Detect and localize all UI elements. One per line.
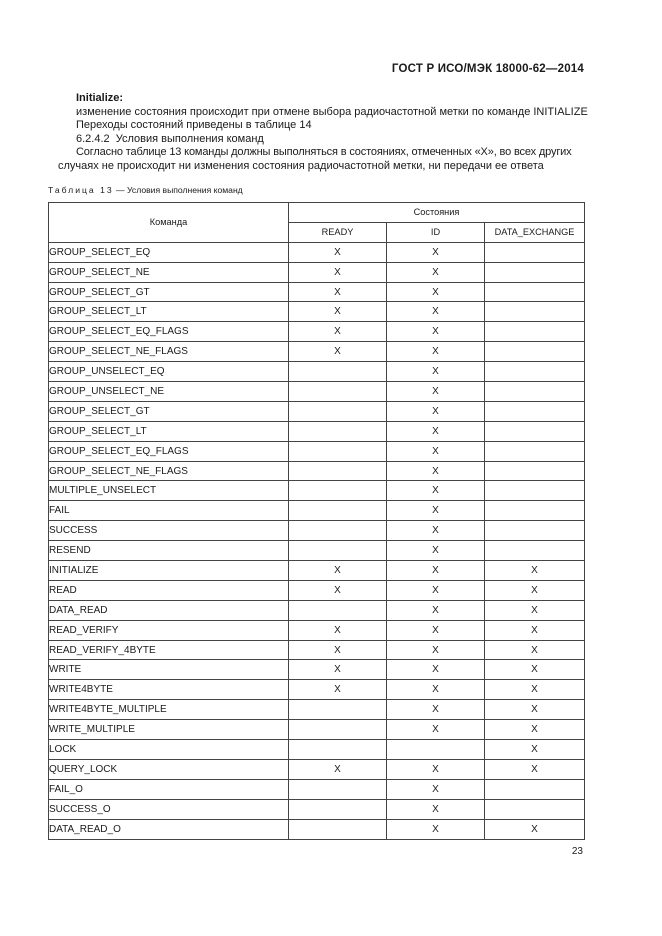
table-row xyxy=(49,501,585,521)
state-mark-cell xyxy=(289,481,387,501)
state-mark-cell: X xyxy=(485,759,585,779)
state-mark-cell xyxy=(289,720,387,740)
state-mark-cell: X xyxy=(387,362,485,382)
state-mark-cell: X xyxy=(289,262,387,282)
state-mark-cell xyxy=(289,501,387,521)
state-mark-cell: X xyxy=(387,521,485,541)
body-text xyxy=(58,92,588,173)
command-cell: MULTIPLE_UNSELECT xyxy=(49,481,289,501)
state-mark-cell xyxy=(289,541,387,561)
header-state-ready: READY xyxy=(289,222,387,242)
state-mark-cell: X xyxy=(387,481,485,501)
state-mark-cell: X xyxy=(387,600,485,620)
state-mark-cell: X xyxy=(387,282,485,302)
state-mark-cell: X xyxy=(387,799,485,819)
table-row xyxy=(49,421,585,441)
state-mark-cell: X xyxy=(485,620,585,640)
command-cell: FAIL xyxy=(49,501,289,521)
table-row xyxy=(49,401,585,421)
table-row xyxy=(49,342,585,362)
section-heading: 6.2.4.2 Условия выполнения команд xyxy=(76,132,264,145)
table-row xyxy=(49,322,585,342)
command-cell: DATA_READ xyxy=(49,600,289,620)
command-conditions-table xyxy=(48,202,585,840)
state-mark-cell: X xyxy=(387,501,485,521)
state-mark-cell: X xyxy=(387,322,485,342)
table-row xyxy=(49,561,585,581)
state-mark-cell: X xyxy=(289,620,387,640)
table-caption-label: Таблица 13 xyxy=(48,185,114,195)
command-cell: GROUP_SELECT_GT xyxy=(49,282,289,302)
command-cell: FAIL_O xyxy=(49,779,289,799)
command-cell: DATA_READ_O xyxy=(49,819,289,839)
state-mark-cell xyxy=(289,600,387,620)
state-mark-cell: X xyxy=(485,720,585,740)
paragraph-line: Переходы состояний приведены в таблице 14 xyxy=(76,119,312,131)
state-mark-cell xyxy=(485,541,585,561)
command-cell: READ xyxy=(49,580,289,600)
header-state-id: ID xyxy=(387,222,485,242)
command-cell: GROUP_SELECT_LT xyxy=(49,302,289,322)
command-cell: WRITE4BYTE_MULTIPLE xyxy=(49,700,289,720)
state-mark-cell: X xyxy=(387,541,485,561)
state-mark-cell: X xyxy=(485,700,585,720)
state-mark-cell xyxy=(485,242,585,262)
state-mark-cell xyxy=(485,322,585,342)
state-mark-cell: X xyxy=(387,720,485,740)
state-mark-cell: X xyxy=(485,580,585,600)
command-cell: GROUP_UNSELECT_EQ xyxy=(49,362,289,382)
state-mark-cell xyxy=(485,401,585,421)
command-cell: LOCK xyxy=(49,740,289,760)
command-cell: QUERY_LOCK xyxy=(49,759,289,779)
paragraph-line: изменение состояния происходит при отмене выбора радиочастотной метки по команде INITIALIZE xyxy=(76,105,588,118)
state-mark-cell xyxy=(289,421,387,441)
state-mark-cell: X xyxy=(289,342,387,362)
document-header: ГОСТ Р ИСО/МЭК 18000-62—2014 xyxy=(391,63,584,75)
command-cell: WRITE4BYTE xyxy=(49,680,289,700)
state-mark-cell: X xyxy=(289,322,387,342)
state-mark-cell xyxy=(289,382,387,402)
command-cell: READ_VERIFY_4BYTE xyxy=(49,640,289,660)
state-mark-cell: X xyxy=(289,640,387,660)
term-initialize: Initialize: xyxy=(76,92,124,104)
state-mark-cell xyxy=(289,700,387,720)
state-mark-cell: X xyxy=(485,600,585,620)
state-mark-cell: X xyxy=(387,620,485,640)
state-mark-cell: X xyxy=(387,421,485,441)
state-mark-cell xyxy=(289,441,387,461)
state-mark-cell xyxy=(485,521,585,541)
state-mark-cell: X xyxy=(387,660,485,680)
state-mark-cell: X xyxy=(485,660,585,680)
command-cell: SUCCESS_O xyxy=(49,799,289,819)
state-mark-cell xyxy=(485,362,585,382)
state-mark-cell: X xyxy=(387,342,485,362)
table-row xyxy=(49,262,585,282)
state-mark-cell: X xyxy=(485,740,585,760)
table-row xyxy=(49,580,585,600)
state-mark-cell: X xyxy=(387,819,485,839)
table-row xyxy=(49,441,585,461)
table-row xyxy=(49,740,585,760)
command-cell: INITIALIZE xyxy=(49,561,289,581)
table-row xyxy=(49,620,585,640)
state-mark-cell: X xyxy=(289,660,387,680)
state-mark-cell: X xyxy=(289,561,387,581)
state-mark-cell xyxy=(485,481,585,501)
table-row xyxy=(49,600,585,620)
table-row xyxy=(49,779,585,799)
command-cell: GROUP_SELECT_EQ_FLAGS xyxy=(49,322,289,342)
table-row xyxy=(49,242,585,262)
state-mark-cell xyxy=(485,779,585,799)
state-mark-cell: X xyxy=(485,640,585,660)
command-cell: GROUP_SELECT_GT xyxy=(49,401,289,421)
page-number: 23 xyxy=(571,846,583,857)
table-row xyxy=(49,461,585,481)
state-mark-cell xyxy=(485,382,585,402)
state-mark-cell: X xyxy=(387,382,485,402)
state-mark-cell: X xyxy=(289,680,387,700)
state-mark-cell xyxy=(289,362,387,382)
state-mark-cell xyxy=(485,342,585,362)
header-states: Состояния xyxy=(289,203,585,223)
state-mark-cell: X xyxy=(387,759,485,779)
state-mark-cell xyxy=(485,421,585,441)
state-mark-cell xyxy=(289,461,387,481)
table-row xyxy=(49,362,585,382)
state-mark-cell xyxy=(485,302,585,322)
table-row xyxy=(49,720,585,740)
command-cell: GROUP_SELECT_EQ_FLAGS xyxy=(49,441,289,461)
table-row xyxy=(49,799,585,819)
state-mark-cell: X xyxy=(387,441,485,461)
table-caption-title: — Условия выполнения команд xyxy=(113,185,243,195)
state-mark-cell: X xyxy=(485,680,585,700)
state-mark-cell: X xyxy=(387,401,485,421)
table-row xyxy=(49,282,585,302)
state-mark-cell xyxy=(289,779,387,799)
state-mark-cell: X xyxy=(485,819,585,839)
state-mark-cell: X xyxy=(387,461,485,481)
table-row xyxy=(49,382,585,402)
state-mark-cell xyxy=(289,401,387,421)
header-state-data-exchange: DATA_EXCHANGE xyxy=(485,222,585,242)
table-row xyxy=(49,521,585,541)
state-mark-cell xyxy=(289,740,387,760)
state-mark-cell: X xyxy=(387,640,485,660)
state-mark-cell xyxy=(289,819,387,839)
state-mark-cell: X xyxy=(289,759,387,779)
command-cell: GROUP_SELECT_LT xyxy=(49,421,289,441)
state-mark-cell xyxy=(485,441,585,461)
command-cell: GROUP_UNSELECT_NE xyxy=(49,382,289,402)
state-mark-cell: X xyxy=(387,262,485,282)
state-mark-cell: X xyxy=(387,302,485,322)
state-mark-cell: X xyxy=(387,700,485,720)
state-mark-cell: X xyxy=(387,680,485,700)
table-row xyxy=(49,759,585,779)
table-row xyxy=(49,640,585,660)
command-cell: WRITE xyxy=(49,660,289,680)
table-row xyxy=(49,660,585,680)
command-cell: RESEND xyxy=(49,541,289,561)
state-mark-cell: X xyxy=(289,302,387,322)
command-cell: GROUP_SELECT_EQ xyxy=(49,242,289,262)
state-mark-cell xyxy=(289,521,387,541)
state-mark-cell: X xyxy=(485,561,585,581)
state-mark-cell: X xyxy=(387,779,485,799)
state-mark-cell xyxy=(387,740,485,760)
table-row xyxy=(49,680,585,700)
state-mark-cell: X xyxy=(387,561,485,581)
command-cell: GROUP_SELECT_NE xyxy=(49,262,289,282)
table-row xyxy=(49,819,585,839)
state-mark-cell xyxy=(485,799,585,819)
command-cell: GROUP_SELECT_NE_FLAGS xyxy=(49,342,289,362)
state-mark-cell xyxy=(289,799,387,819)
header-command: Команда xyxy=(49,203,289,243)
table-row xyxy=(49,481,585,501)
command-cell: GROUP_SELECT_NE_FLAGS xyxy=(49,461,289,481)
state-mark-cell xyxy=(485,282,585,302)
table-row xyxy=(49,700,585,720)
state-mark-cell xyxy=(485,461,585,481)
table-row xyxy=(49,302,585,322)
paragraph-line: Согласно таблице 13 команды должны выполняться в состояниях, отмеченных «X», во всех других xyxy=(76,146,572,158)
state-mark-cell: X xyxy=(289,580,387,600)
state-mark-cell: X xyxy=(289,242,387,262)
state-mark-cell xyxy=(485,501,585,521)
state-mark-cell xyxy=(485,262,585,282)
command-cell: WRITE_MULTIPLE xyxy=(49,720,289,740)
paragraph-line: случаях не происходит ни изменения состояния радиочастотной метки, ни передачи ее ответа xyxy=(58,159,544,172)
state-mark-cell: X xyxy=(387,580,485,600)
state-mark-cell: X xyxy=(289,282,387,302)
table-caption xyxy=(48,185,243,195)
table-row xyxy=(49,541,585,561)
state-mark-cell: X xyxy=(387,242,485,262)
command-cell: SUCCESS xyxy=(49,521,289,541)
command-cell: READ_VERIFY xyxy=(49,620,289,640)
